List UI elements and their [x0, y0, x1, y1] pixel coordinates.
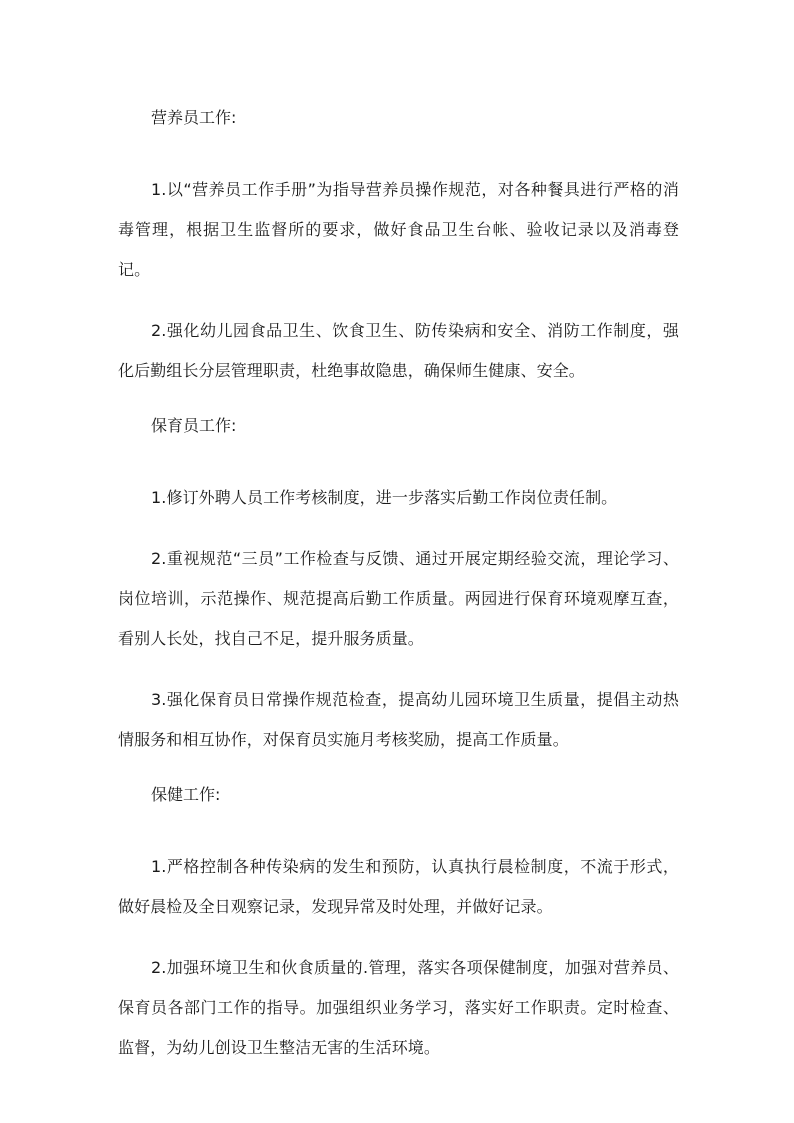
section-heading-health: 保健工作: — [151, 785, 221, 804]
nutrition-paragraph-2: 2.强化幼儿园食品卫生、饮食卫生、防传染病和安全、消防工作制度，强化后勤组长分层管理职责，杜绝事故隐患，确保师生健康、安全。 — [118, 321, 679, 380]
childcare-paragraph-3: 3.强化保育员日常操作规范检查，提高幼儿园环境卫生质量，提倡主动热情服务和相互协作，对保育员实施月考核奖励，提高工作质量。 — [118, 690, 679, 749]
childcare-paragraph-2: 2.重视规范“三员”工作检查与反馈、通过开展定期经验交流，理论学习、岗位培训，示范操作、规范提高后勤工作质量。两园进行保育环境观摩互查，看别人长处，找自己不足，提升服务质量。 — [118, 549, 679, 648]
nutrition-paragraph-1: 1.以“营养员工作手册”为指导营养员操作规范，对各种餐具进行严格的消毒管理，根据卫生监督所的要求，做好食品卫生台帐、验收记录以及消毒登记。 — [118, 180, 679, 279]
section-heading-nutrition: 营养员工作: — [151, 108, 237, 127]
health-paragraph-1: 1.严格控制各种传染病的发生和预防，认真执行晨检制度，不流于形式，做好晨检及全日观察记录，发现异常及时处理，并做好记录。 — [118, 857, 679, 916]
section-heading-childcare: 保育员工作: — [151, 416, 237, 435]
childcare-paragraph-1: 1.修订外聘人员工作考核制度，进一步落实后勤工作岗位责任制。 — [151, 488, 618, 507]
health-paragraph-2: 2.加强环境卫生和伙食质量的.管理，落实各项保健制度，加强对营养员、保育员各部门工作的指导。加强组织业务学习，落实好工作职责。定时检查、监督，为幼儿创设卫生整洁无害的生活环境。 — [118, 958, 679, 1057]
